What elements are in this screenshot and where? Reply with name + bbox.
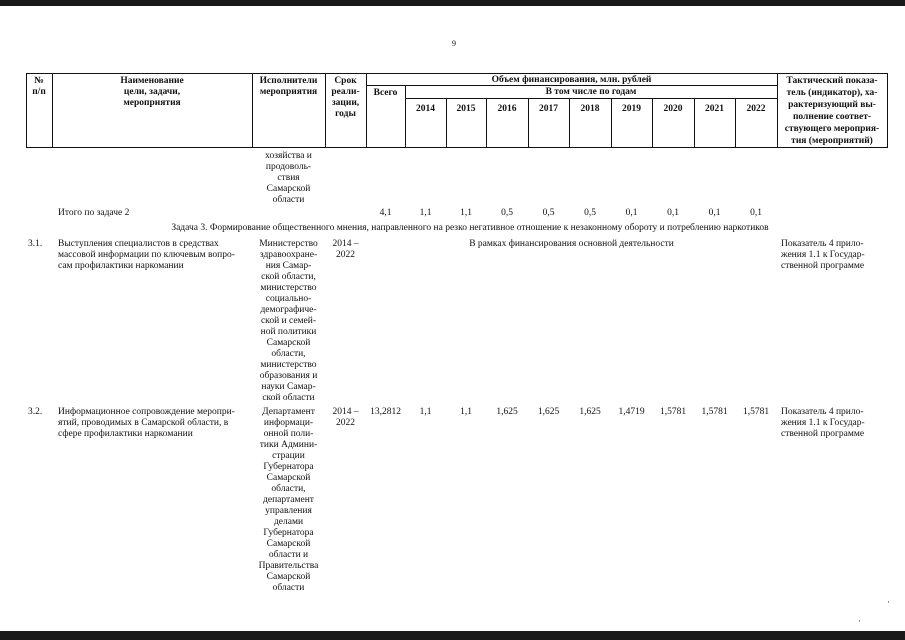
scan-speck: · bbox=[858, 616, 861, 626]
header-year: 2016 bbox=[497, 104, 517, 114]
exec-line: продоволь- bbox=[265, 162, 312, 172]
row-name-line: сам профилактики наркомании bbox=[58, 261, 184, 271]
exec-line: департамент bbox=[263, 495, 314, 505]
task2-value: 0,1 bbox=[708, 208, 721, 218]
scan-speck: · bbox=[887, 597, 890, 607]
indicator-line: Показатель 4 прило- bbox=[781, 407, 864, 417]
indicator-line: Показатель 4 прило- bbox=[781, 239, 864, 249]
row-value: 1,625 bbox=[496, 407, 518, 417]
exec-line: демографиче- bbox=[260, 305, 317, 315]
row-number: 3.1. bbox=[28, 239, 43, 249]
header-name-line2: цели, задачи, bbox=[123, 87, 181, 97]
row-name-line: ятий, проводимых в Самарской области, в bbox=[58, 418, 229, 428]
exec-line: области bbox=[272, 195, 305, 205]
row-total: 13,2812 bbox=[370, 407, 401, 417]
exec-line: Самарской bbox=[266, 184, 311, 194]
exec-line: ствия bbox=[277, 173, 300, 183]
exec-line: информаци- bbox=[263, 418, 314, 428]
exec-line: науки Самар- bbox=[261, 382, 316, 392]
exec-line: ния Самар- bbox=[265, 261, 312, 271]
bottom-scan-border bbox=[0, 631, 905, 640]
term-line: 2014 – bbox=[332, 407, 359, 417]
task2-value: 0,5 bbox=[584, 208, 596, 218]
exec-line: ной политики bbox=[260, 327, 317, 337]
indicator-line: ственной программе bbox=[781, 261, 865, 271]
exec-line: Самарской bbox=[266, 539, 311, 549]
header-year: 2014 bbox=[416, 104, 435, 114]
exec-line: Самарской bbox=[266, 572, 311, 582]
header-indicator-line3: рактеризующий вы- bbox=[788, 100, 876, 110]
row-value: 1,5781 bbox=[701, 407, 728, 417]
exec-line: ской области bbox=[262, 393, 315, 403]
header-exec-line1: Исполнители bbox=[259, 76, 318, 86]
header-finance-title: Объем финансирования, млн. рублей bbox=[491, 75, 652, 85]
header-year: 2015 bbox=[456, 104, 476, 114]
exec-line: управления bbox=[265, 506, 312, 516]
exec-line: области, bbox=[271, 484, 306, 494]
header-exec-line2: мероприятия bbox=[259, 87, 318, 97]
exec-line: хозяйства и bbox=[265, 151, 312, 161]
task2-total-label: Итого по задаче 2 bbox=[58, 208, 130, 218]
top-scan-border bbox=[0, 0, 905, 6]
exec-line: Губернатора bbox=[263, 528, 314, 538]
exec-line: области, bbox=[271, 349, 306, 359]
term-line: 2022 bbox=[336, 418, 355, 428]
exec-line: ской области, bbox=[261, 272, 316, 282]
exec-line: области и bbox=[268, 550, 309, 560]
task2-total-sum: 4,1 bbox=[379, 208, 392, 218]
exec-line: онной поли- bbox=[263, 429, 314, 439]
exec-line: министерство bbox=[260, 283, 317, 293]
task2-value: 1,1 bbox=[419, 208, 432, 218]
row-value: 1,4719 bbox=[618, 407, 645, 417]
row-value: 1,625 bbox=[579, 407, 601, 417]
exec-line: Департамент bbox=[262, 407, 315, 417]
header-year: 2017 bbox=[539, 104, 558, 114]
exec-line: министерство bbox=[260, 360, 317, 370]
exec-line: области bbox=[272, 583, 305, 593]
exec-line: тики Админи- bbox=[259, 440, 318, 450]
header-indicator-line5: ствующего мероприя- bbox=[784, 124, 880, 134]
exec-line: Губернатора bbox=[263, 462, 314, 472]
task2-value: 1,1 bbox=[460, 208, 472, 218]
row-name-line: Выступления специалистов в средствах bbox=[58, 239, 219, 249]
row-value: 1,5781 bbox=[659, 407, 687, 417]
row-value: 1,625 bbox=[537, 407, 560, 417]
exec-line: Правительства bbox=[258, 561, 319, 571]
task2-value: 0,5 bbox=[501, 208, 513, 218]
header-name-line3: мероприятия bbox=[123, 98, 181, 108]
header-indicator-line6: тия (мероприятий) bbox=[791, 136, 873, 146]
header-year: 2019 bbox=[622, 104, 641, 114]
exec-line: ской и семей- bbox=[260, 316, 317, 326]
exec-line: страции bbox=[272, 451, 305, 461]
task2-value: 0,1 bbox=[625, 208, 638, 218]
row-number: 3.2. bbox=[28, 407, 43, 417]
indicator-line: жения 1.1 к Государ- bbox=[781, 418, 865, 428]
exec-line: социально- bbox=[265, 294, 312, 304]
header-year: 2022 bbox=[746, 104, 766, 114]
row-value: 1,1 bbox=[419, 407, 432, 417]
exec-line: делами bbox=[273, 517, 304, 527]
header-years-label: В том числе по годам bbox=[545, 87, 637, 97]
exec-line: Самарской bbox=[266, 473, 311, 483]
header-year: 2020 bbox=[663, 104, 683, 114]
financing-note: В рамках финансирования основной деятельности bbox=[469, 239, 674, 249]
row-name-line: Информационное сопровождение меропри- bbox=[58, 407, 235, 417]
header-year: 2021 bbox=[705, 104, 724, 114]
header-indicator-line2: тель (индикатор), ха- bbox=[786, 88, 878, 98]
header-term-line4: годы bbox=[335, 109, 356, 119]
task2-value: 0,5 bbox=[542, 208, 555, 218]
task3-title: Задача 3. Формирование общественного мнения, направленного на резко негативное отношение к незаконному обороту и потреблению наркотиков bbox=[171, 223, 769, 233]
term-line: 2022 bbox=[336, 250, 355, 260]
row-name-line: сфере профилактики наркомании bbox=[58, 429, 193, 439]
row-value: 1,1 bbox=[460, 407, 472, 417]
header-num-line2: п/п bbox=[32, 87, 46, 97]
header-total: Всего bbox=[373, 88, 398, 98]
row-value: 1,5781 bbox=[742, 407, 770, 417]
indicator-line: жения 1.1 к Государ- bbox=[781, 250, 865, 260]
header-term-line1: Срок bbox=[334, 76, 357, 86]
row-name-line: массовой информации по ключевым вопро- bbox=[58, 250, 235, 260]
term-line: 2014 – bbox=[332, 239, 359, 249]
header-indicator-line1: Тактический показа- bbox=[786, 76, 878, 86]
exec-line: здравоохране- bbox=[259, 250, 318, 260]
header-term-line2: реали- bbox=[331, 87, 360, 97]
exec-line: образования и bbox=[259, 371, 318, 381]
header-term-line3: зации, bbox=[331, 98, 360, 108]
exec-line: Министерство bbox=[259, 239, 318, 249]
task2-value: 0,1 bbox=[667, 208, 679, 218]
exec-line: Самарской bbox=[266, 338, 311, 348]
header-year: 2018 bbox=[580, 104, 600, 114]
header-name-line1: Наименование bbox=[120, 76, 184, 86]
header-indicator-line4: полнение соответ- bbox=[792, 112, 872, 122]
page-number: 9 bbox=[452, 39, 456, 48]
indicator-line: ственной программе bbox=[781, 429, 865, 439]
header-num-line1: № bbox=[34, 76, 44, 86]
task2-value: 0,1 bbox=[750, 208, 762, 218]
